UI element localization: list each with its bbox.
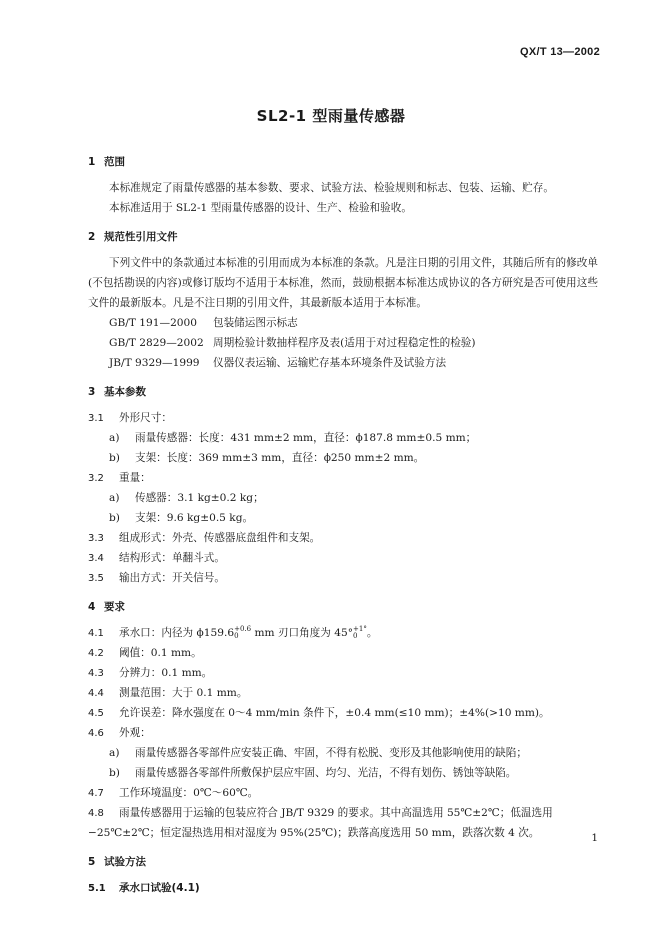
reference-item (88, 313, 598, 333)
clause-4-7 (88, 783, 598, 803)
clause-4-1 (88, 623, 598, 643)
clause-3-5 (88, 568, 598, 588)
clause-number: 4.8 (88, 808, 104, 819)
reference-item (88, 333, 598, 353)
reference-item (88, 353, 598, 373)
clause-text: 分辨力：0.1 mm。 (119, 667, 213, 679)
sub-item (88, 763, 598, 783)
clause-text: 雨量传感器用于运输的包装应符合 JB/T 9329 的要求。其中高温选用 55℃±2℃；低温选用 (119, 807, 553, 819)
sub-item-text: 支架：长度：369 mm±3 mm，直径：ϕ250 mm±2 mm。 (135, 452, 425, 464)
clause-4-5 (88, 703, 598, 723)
clause-4-8 (88, 803, 598, 823)
section-heading-4 (88, 597, 598, 617)
clause-4-6 (88, 723, 598, 743)
reference-code: GB/T 191—2000 (109, 317, 198, 329)
clause-text: 阈值：0.1 mm。 (119, 647, 202, 659)
sub-item-label: b) (109, 767, 120, 779)
clause-text: 。 (366, 627, 378, 639)
clause-number: 3.2 (88, 473, 104, 484)
clause-5-1 (88, 878, 598, 898)
clause-number: 4.3 (88, 668, 104, 679)
clause-text: 承水口：内径为 ϕ159.6 (119, 627, 235, 639)
clause-number: 3.3 (88, 533, 104, 544)
clause-text: 测量范围：大于 0.1 mm。 (119, 687, 248, 699)
document-title: SL2-1 型雨量传感器 (256, 107, 406, 125)
tolerance-lower: 0 (234, 632, 239, 640)
tolerance-upper: +0.6 (234, 625, 252, 633)
section-number: 4 (88, 601, 96, 613)
clause-3-1 (88, 408, 598, 428)
reference-name: 包装储运图示标志 (213, 317, 298, 329)
sub-item (88, 743, 598, 763)
clause-number: 4.2 (88, 648, 104, 659)
section-heading-2 (88, 227, 598, 247)
reference-name: 仪器仪表运输、运输贮存基本环境条件及试验方法 (213, 357, 447, 369)
paragraph: 本标准规定了雨量传感器的基本参数、要求、试验方法、检验规则和标志、包装、运输、贮存。 (109, 182, 554, 194)
clause-text: 外形尺寸： (119, 412, 172, 424)
clause-text: mm 刃口角度为 45° (251, 627, 354, 639)
clause-text: 组成形式：外壳、传感器底盘组件和支架。 (119, 532, 321, 544)
page-number: 1 (591, 832, 598, 844)
clause-3-3 (88, 528, 598, 548)
section-number: 3 (88, 386, 96, 398)
angle-tolerance (353, 626, 367, 640)
section-title: 范围 (104, 156, 125, 168)
section-number: 1 (88, 156, 96, 168)
clause-number: 4.5 (88, 708, 104, 719)
section-heading-3 (88, 382, 598, 402)
clause-text: 重量： (119, 472, 151, 484)
reference-list (88, 313, 598, 373)
tolerance-lower: 0 (353, 632, 358, 640)
diameter-tolerance (234, 626, 251, 640)
reference-code: JB/T 9329—1999 (109, 357, 200, 369)
clause-number: 4.4 (88, 688, 104, 699)
paragraph: 本标准适用于 SL2-1 型雨量传感器的设计、生产、检验和验收。 (109, 202, 412, 214)
clause-3-2 (88, 468, 598, 488)
tolerance-upper: +1° (353, 625, 367, 633)
sub-item-label: a) (109, 432, 120, 444)
clause-3-4 (88, 548, 598, 568)
clause-4-3 (88, 663, 598, 683)
sub-item-text: 传感器：3.1 kg±0.2 kg； (135, 492, 264, 504)
sub-item-text: 雨量传感器：长度：431 mm±2 mm，直径：ϕ187.8 mm±0.5 mm； (135, 432, 477, 444)
section-title: 要求 (104, 601, 125, 613)
document-body (88, 152, 598, 898)
clause-number: 3.1 (88, 413, 104, 424)
clause-number: 4.1 (88, 628, 104, 639)
sub-item-text: 雨量传感器各零部件所敷保护层应牢固、均匀、光洁，不得有划伤、锈蚀等缺陷。 (135, 767, 517, 779)
sub-item (88, 488, 598, 508)
sub-item-text: 支架：9.6 kg±0.5 kg。 (135, 512, 254, 524)
sub-item-label: b) (109, 452, 120, 464)
paragraph: 下列文件中的条款通过本标准的引用而成为本标准的条款。凡是注日期的引用文件，其随后所有的修改单(不包括勘误的内容)或修订版均不适用于本标准，然而，鼓励根据本标准达成协议的各方研究是否可使用这些文件的最新版本。凡是不注日期的引用文件，其最新版本适用于本标准。 (88, 257, 598, 309)
clause-text: 工作环境温度：0℃～60℃。 (119, 787, 259, 799)
clause-4-8-continued: −25℃±2℃；恒定湿热选用相对湿度为 95%(25℃)；跌落高度选用 50 mm，跌落次数 4 次。 (88, 827, 540, 839)
clause-4-2 (88, 643, 598, 663)
sub-item (88, 508, 598, 528)
clause-text: 结构形式：单翻斗式。 (119, 552, 225, 564)
sub-item-label: b) (109, 512, 120, 524)
section-heading-1 (88, 152, 598, 172)
sub-item-label: a) (109, 492, 120, 504)
section-number: 2 (88, 231, 96, 243)
sub-item-label: a) (109, 747, 120, 759)
clause-4-4 (88, 683, 598, 703)
clause-number: 4.6 (88, 728, 104, 739)
standard-code: QX/T 13—2002 (519, 46, 600, 58)
section-title: 试验方法 (104, 856, 146, 868)
section-heading-5 (88, 852, 598, 872)
clause-number: 3.5 (88, 573, 104, 584)
section-number: 5 (88, 856, 96, 868)
clause-text: 外观： (119, 727, 151, 739)
reference-code: GB/T 2829—2002 (109, 337, 204, 349)
clause-text: 承水口试验(4.1) (119, 882, 200, 894)
reference-name: 周期检验计数抽样程序及表(适用于对过程稳定性的检验) (213, 337, 476, 349)
section-title: 基本参数 (104, 386, 146, 398)
sub-item-text: 雨量传感器各零部件应安装正确、牢固，不得有松脱、变形及其他影响使用的缺陷； (135, 747, 527, 759)
clause-text: 允许误差：降水强度在 0～4 mm/min 条件下，±0.4 mm(≤10 mm)；±4%(>10 mm)。 (119, 707, 550, 719)
clause-text: 输出方式：开关信号。 (119, 572, 225, 584)
sub-item (88, 428, 598, 448)
clause-number: 3.4 (88, 553, 104, 564)
clause-number: 5.1 (88, 883, 106, 894)
section-title: 规范性引用文件 (104, 231, 178, 243)
clause-number: 4.7 (88, 788, 104, 799)
sub-item (88, 448, 598, 468)
